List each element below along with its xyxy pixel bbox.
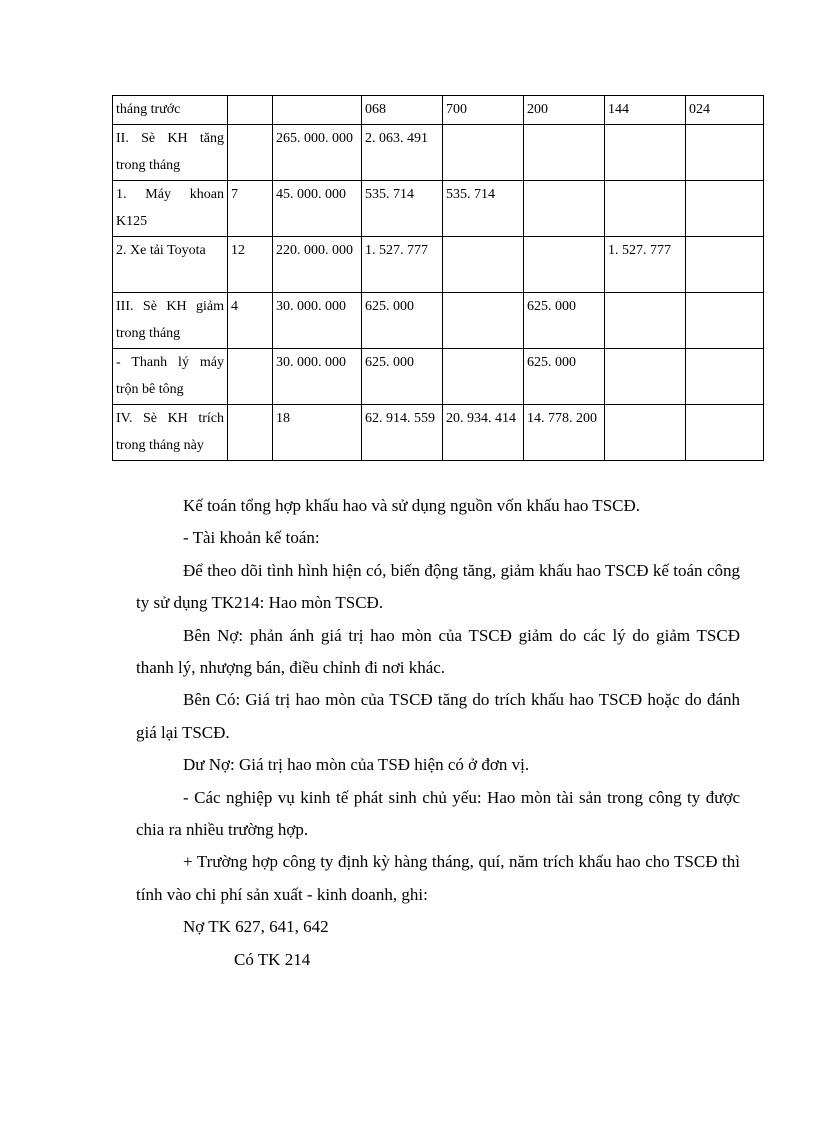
table-cell — [273, 96, 362, 125]
table-cell — [524, 181, 605, 237]
table-cell — [605, 125, 686, 181]
table-cell — [605, 293, 686, 349]
paragraph: - Các nghiệp vụ kinh tế phát sinh chủ yếu: Hao mòn tài sản trong công ty được chia ra nhiều trường hợp. — [136, 787, 740, 840]
table-cell: 18 — [273, 405, 362, 461]
table-cell: 625. 000 — [524, 293, 605, 349]
table-cell — [605, 181, 686, 237]
table-cell — [686, 293, 764, 349]
table-cell: 20. 934. 414 — [443, 405, 524, 461]
table-row — [113, 125, 764, 181]
table-row — [113, 96, 764, 125]
paragraph: Để theo dõi tình hình hiện có, biến động tăng, giảm khấu hao TSCĐ kế toán công ty sử dụng TK214: Hao mòn TSCĐ. — [136, 560, 740, 613]
depreciation-table — [112, 95, 764, 461]
table-cell: IV. Sè KH trích trong tháng này — [113, 405, 228, 461]
table-cell — [686, 125, 764, 181]
table-cell: 2. 063. 491 — [362, 125, 443, 181]
table-cell — [524, 237, 605, 293]
paragraph: Kế toán tổng hợp khấu hao và sử dụng nguồn vốn khấu hao TSCĐ. — [183, 496, 641, 515]
table-cell — [686, 237, 764, 293]
table-cell — [228, 125, 273, 181]
table-cell — [228, 349, 273, 405]
table-cell: 1. 527. 777 — [362, 237, 443, 293]
table-cell — [443, 125, 524, 181]
table-row — [113, 293, 764, 349]
table-cell: 30. 000. 000 — [273, 293, 362, 349]
table-cell — [686, 181, 764, 237]
table-cell: III. Sè KH giảm trong tháng — [113, 293, 228, 349]
table-cell: 068 — [362, 96, 443, 125]
table-cell: 14. 778. 200 — [524, 405, 605, 461]
table-cell: 265. 000. 000 — [273, 125, 362, 181]
table-cell: 4 — [228, 293, 273, 349]
table-cell: 62. 914. 559 — [362, 405, 443, 461]
table-row — [113, 181, 764, 237]
table-cell: II. Sè KH tăng trong tháng — [113, 125, 228, 181]
table-cell: 625. 000 — [362, 293, 443, 349]
table-cell: 535. 714 — [443, 181, 524, 237]
table-cell — [228, 405, 273, 461]
table-cell: tháng trước — [113, 96, 228, 125]
paragraph: Nợ TK 627, 641, 642 — [183, 917, 329, 937]
table-cell: 12 — [228, 237, 273, 293]
table-cell — [443, 237, 524, 293]
paragraph: Dư Nợ: Giá trị hao mòn của TSĐ hiện có ở đơn vị. — [183, 755, 530, 775]
table-cell: 30. 000. 000 — [273, 349, 362, 405]
table-cell: 220. 000. 000 — [273, 237, 362, 293]
table-cell: 535. 714 — [362, 181, 443, 237]
table-cell: 625. 000 — [524, 349, 605, 405]
table-cell: 7 — [228, 181, 273, 237]
table-row — [113, 405, 764, 461]
table-cell: - Thanh lý máy trộn bê tông — [113, 349, 228, 405]
table-cell — [443, 293, 524, 349]
table-cell: 625. 000 — [362, 349, 443, 405]
body-text — [136, 490, 740, 976]
table-cell — [605, 349, 686, 405]
paragraph: Có TK 214 — [234, 949, 311, 969]
table-cell — [686, 405, 764, 461]
table-cell: 024 — [686, 96, 764, 125]
table-cell: 1. 527. 777 — [605, 237, 686, 293]
table-row — [113, 349, 764, 405]
table-cell — [443, 349, 524, 405]
table-cell — [686, 349, 764, 405]
paragraph: - Tài khoản kế toán: — [183, 528, 320, 548]
paragraph: Bên Nợ: phản ánh giá trị hao mòn của TSCĐ giảm do các lý do giảm TSCĐ thanh lý, nhượng bán, điều chỉnh đi nơi khác. — [136, 625, 740, 678]
table-cell: 2. Xe tải Toyota — [113, 237, 228, 293]
table-cell — [228, 96, 273, 125]
paragraph: Bên Có: Giá trị hao mòn của TSCĐ tăng do trích khấu hao TSCĐ hoặc do đánh giá lại TSCĐ. — [136, 690, 740, 742]
paragraph: + Trường hợp công ty định kỳ hàng tháng, quí, năm trích khấu hao cho TSCĐ thì tính vào chi phí sản xuất - kinh doanh, ghi: — [136, 852, 740, 904]
depreciation-table-body — [113, 96, 764, 461]
table-cell: 45. 000. 000 — [273, 181, 362, 237]
table-cell: 200 — [524, 96, 605, 125]
table-cell: 700 — [443, 96, 524, 125]
table-cell: 1. Máy khoan K125 — [113, 181, 228, 237]
table-cell: 144 — [605, 96, 686, 125]
table-row — [113, 237, 764, 293]
table-cell — [605, 405, 686, 461]
table-cell — [524, 125, 605, 181]
